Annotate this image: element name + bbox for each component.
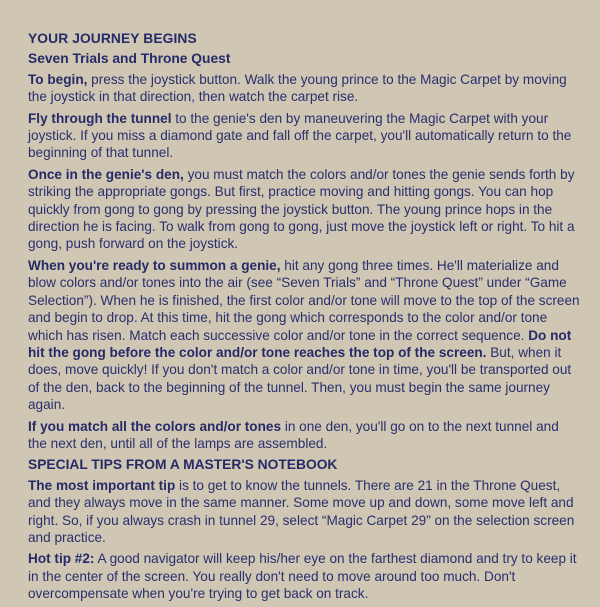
paragraph-text: in one den, you'll go on to the next tunnel and the next den, until all of the lamps are assembled. [28, 418, 559, 451]
paragraph-text: press the joystick button. Walk the young prince to the Magic Carpet by moving the joystick in that direction, then watch the carpet rise. [28, 71, 567, 105]
manual-page [28, 30, 580, 607]
paragraph-lead: Fly through the tunnel [28, 110, 172, 126]
paragraph-summon-genie [28, 257, 580, 414]
tip-most-important [28, 477, 580, 547]
paragraph-lead: Once in the genie's den, [28, 166, 184, 182]
paragraph-text-after: But, when it does, move quickly! If you don't match a color and/or tone in time, you'll be transported out of the den, back to the beginning of the tunnel. Then, you must begin the same journey again. [28, 344, 572, 413]
paragraph-lead: When you're ready to summon a genie, [28, 257, 281, 273]
tip-text: A good navigator will keep his/her eye on the farthest diamond and try to keep it in the center of the screen. You really don't need to move around too much. Don't overcompensate when you're trying to get back on track. [28, 551, 577, 602]
paragraph-to-begin [28, 71, 580, 106]
paragraph-genie-den [28, 166, 580, 253]
paragraph-fly-tunnel [28, 110, 580, 162]
paragraph-text: to the genie's den by maneuvering the Magic Carpet with your joystick. If you miss a diamond gate and fall off the carpet, you'll automatically return to the beginning of that tunnel. [28, 110, 572, 161]
paragraph-text: hit any gong three times. He'll materialize and blow colors and/or tones into the air (see “Seven Trials” and “Throne Quest” under “Game Selection”). When he is finished, the first color and/or tone will move to the top of the screen and begin to drop. At this time, hit the gong which corresponds to the color and/or tone which has risen. Match each successive color and/or tone in the correct sequence. [28, 257, 580, 343]
paragraph-text: you must match the colors and/or tones the genie sends forth by striking the appropriate gongs. But first, practice moving and hitting gongs. You can hop quickly from gong to gong by pressing the joystick button. The young prince hops in the direction he is facing. To walk from gong to gong, just move the joystick left or right. To hit a gong, push forward on the joystick. [28, 166, 575, 252]
section-subheading: Seven Trials and Throne Quest [28, 51, 231, 67]
tip-lead: The most important tip [28, 477, 176, 493]
paragraph-match-all [28, 418, 580, 453]
paragraph-lead: If you match all the colors and/or tones [28, 418, 282, 434]
page-heading: YOUR JOURNEY BEGINS [28, 31, 197, 46]
paragraph-lead: To begin, [28, 71, 88, 87]
tips-heading: SPECIAL TIPS FROM A MASTER'S NOTEBOOK [28, 457, 338, 473]
tip-text: is to get to know the tunnels. There are 21 in the Throne Quest, and they always move in the same manner. Some move up and down, some move left and right. So, if you always crash in tunnel 29, select “Magic Carpet 29” on the selection screen and practice. [28, 477, 575, 545]
tip-lead: Hot tip #2: [28, 551, 95, 567]
paragraph-warning: Do not hit the gong before the color and/or tone reaches the top of the screen. [28, 327, 572, 360]
